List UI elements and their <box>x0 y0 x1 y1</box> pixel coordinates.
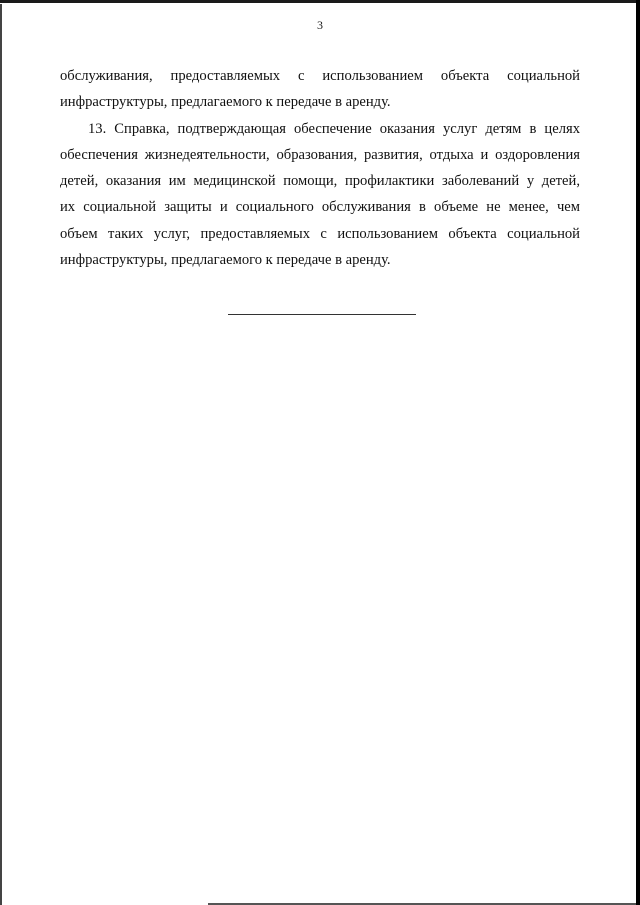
document-body <box>60 63 580 273</box>
paragraph-continuation <box>60 63 580 116</box>
text-line: обслуживания, предоставляемых с использованием объекта социальной <box>60 68 580 84</box>
paragraph-item-13 <box>60 116 580 274</box>
page-number: 3 <box>317 18 323 32</box>
scan-border-right <box>636 0 640 905</box>
scan-border-top <box>0 0 640 3</box>
text-line: объем таких услуг, предоставляемых с использованием объекта социальной <box>60 225 580 242</box>
text-line: инфраструктуры, предлагаемого к передаче в аренду. <box>60 94 391 111</box>
end-separator-line <box>228 314 416 315</box>
text-line: их социальной защиты и социального обслуживания в объеме не менее, чем <box>60 199 580 216</box>
scan-border-left <box>0 4 2 905</box>
text-line: детей, оказания им медицинской помощи, профилактики заболеваний у детей, <box>60 173 580 190</box>
text-line: 13. Справка, подтверждающая обеспечение оказания услуг детям в целях <box>88 120 580 137</box>
text-line: обеспечения жизнедеятельности, образования, развития, отдыха и оздоровления <box>60 146 580 163</box>
text-line: инфраструктуры, предлагаемого к передаче в аренду. <box>60 252 391 269</box>
